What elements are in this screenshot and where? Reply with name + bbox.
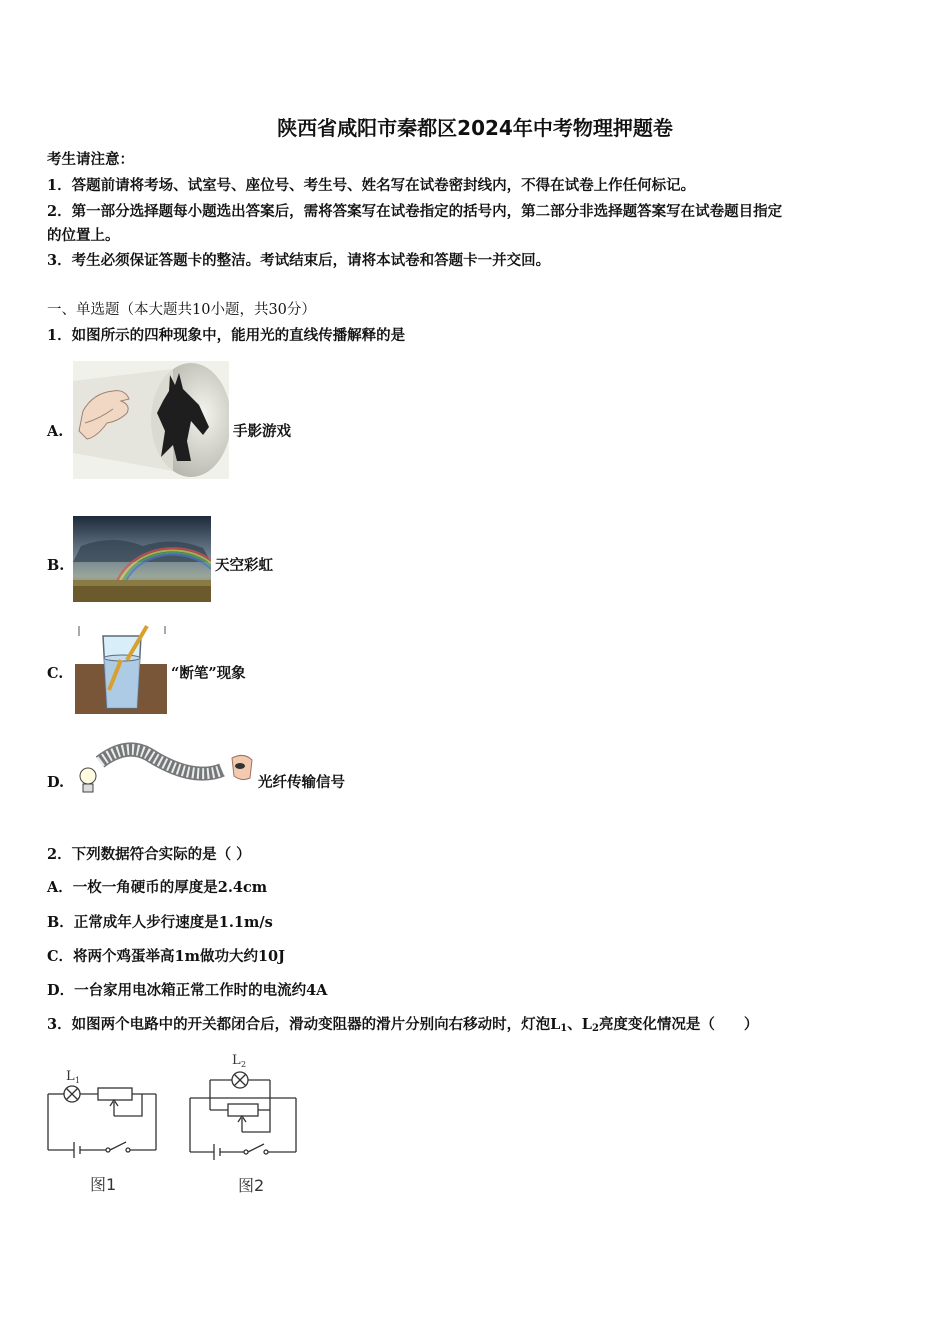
page-title: 陕西省咸阳市秦都区2024年中考物理押题卷 [277, 116, 673, 140]
figure-1-caption: 图1 [90, 1175, 117, 1194]
question-2-option: A．一枚一角硬币的厚度是2.4cm [47, 879, 268, 896]
optical-fiber-image [76, 740, 256, 798]
rainbow-image [73, 516, 211, 602]
subscript: 1 [560, 1023, 568, 1034]
notice-item: 3．考生必须保证答题卡的整洁。考试结束后，请将本试卷和答题卡一并交回。 [47, 252, 551, 269]
option-caption: 天空彩虹 [215, 557, 273, 574]
notice-item: 1．答题前请将考场、试室号、座位号、考生号、姓名写在试卷密封线内，不得在试卷上作任何标记。 [47, 177, 696, 194]
broken-pencil-image [73, 624, 169, 714]
option-caption: “断笔”现象 [171, 665, 246, 682]
option-letter: D. [47, 774, 65, 791]
subscript: 2 [591, 1023, 599, 1034]
stem-part: 3．如图两个电路中的开关都闭合后，滑动变阻器的滑片分别向右移动时，灯泡L [47, 1016, 561, 1033]
lamp-2-label: L [232, 1053, 241, 1068]
question-3-stem [47, 1015, 758, 1039]
circuit-figure-2 [186, 1050, 302, 1200]
hand-shadow-image [73, 361, 229, 479]
lamp-2-sub: 2 [241, 1060, 247, 1069]
option-caption: 手影游戏 [233, 423, 291, 440]
notice-item: 的位置上。 [47, 227, 120, 244]
question-2-option: D．一台家用电冰箱正常工作时的电流约4A [47, 982, 328, 999]
question-1-stem: 1．如图所示的四种现象中，能用光的直线传播解释的是 [47, 327, 406, 344]
question-2-option: C．将两个鸡蛋举高1m做功大约10J [47, 948, 286, 965]
question-2-option: B．正常成年人步行速度是1.1m/s [47, 914, 273, 931]
stem-part: 亮度变化情况是（ ） [598, 1016, 759, 1033]
lamp-1-label: L [66, 1069, 75, 1084]
option-letter: B. [47, 557, 65, 574]
section-heading: 一、单选题（本大题共10小题，共30分） [47, 302, 316, 318]
notice-heading: 考生请注意： [47, 151, 134, 168]
stem-part: 、L [567, 1016, 592, 1033]
notice-item: 2．第一部分选择题每小题选出答案后，需将答案写在试卷指定的括号内，第二部分非选择题答案写在试卷题目指定 [47, 203, 783, 220]
figure-2-caption: 图2 [238, 1176, 265, 1195]
option-caption: 光纤传输信号 [258, 774, 345, 791]
lamp-1-sub: 1 [75, 1076, 81, 1085]
option-letter: A. [47, 423, 64, 440]
option-letter: C. [47, 665, 64, 682]
question-2-stem: 2．下列数据符合实际的是（ ） [47, 846, 251, 863]
circuit-figure-1 [44, 1062, 164, 1200]
